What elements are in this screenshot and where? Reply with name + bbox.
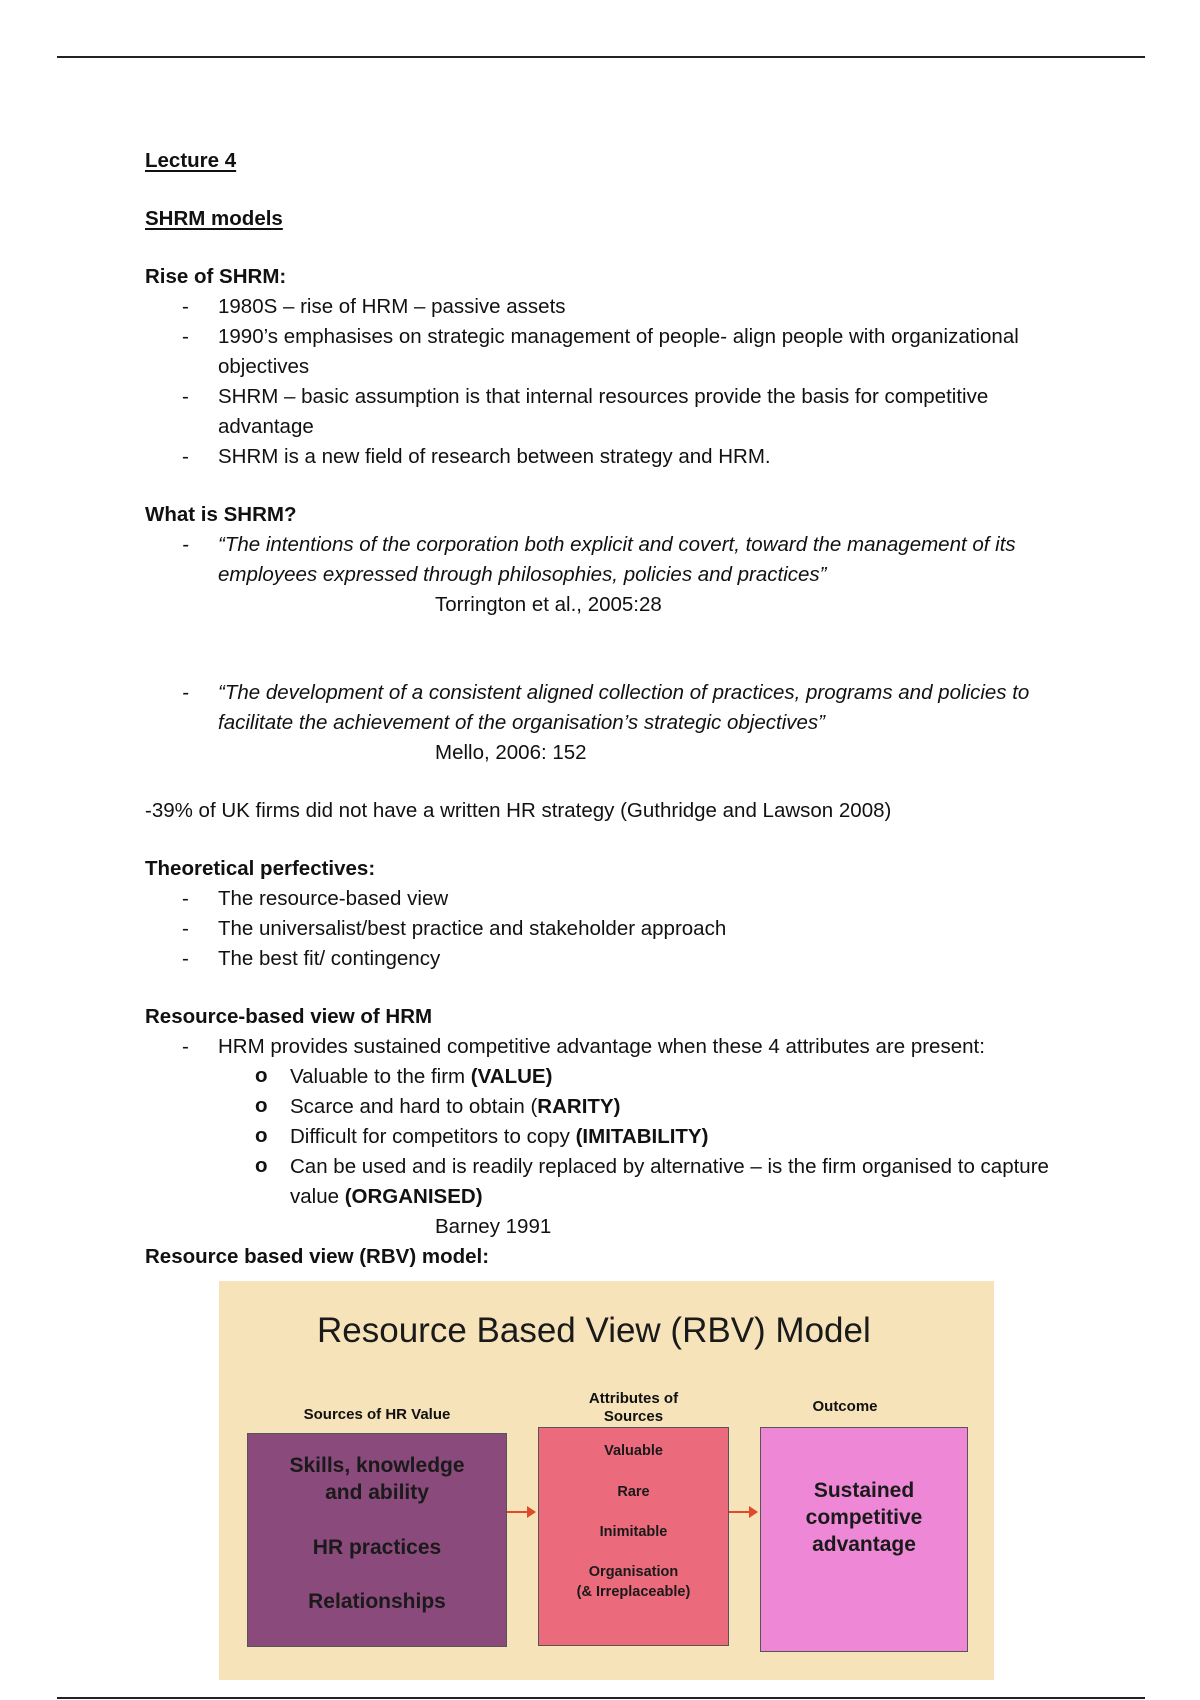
attribute-list — [145, 1062, 1065, 1212]
rbv-heading: Resource-based view of HRM — [145, 1005, 433, 1028]
arrow-right-icon — [507, 1511, 534, 1513]
attribute-item: o Scarce and hard to obtain (RARITY) — [145, 1092, 1065, 1122]
list-item: - The resource-based view — [145, 884, 1065, 914]
rbv-list — [145, 1032, 1065, 1062]
section-title: SHRM models — [145, 207, 283, 230]
arrow-right-icon — [729, 1511, 756, 1513]
what-list — [145, 530, 1065, 590]
sources-line: Skills, knowledge — [289, 1454, 465, 1477]
rise-list — [145, 292, 1065, 472]
col-label-outcome: Outcome — [812, 1398, 878, 1415]
sources-box — [247, 1433, 507, 1647]
citation-mello: Mello, 2006: 152 — [435, 741, 587, 764]
diagram-title: Resource Based View (RBV) Model — [317, 1311, 871, 1350]
stat-line: -39% of UK firms did not have a written HR strategy (Guthridge and Lawson 2008) — [145, 799, 892, 822]
sources-line: and ability — [325, 1481, 429, 1504]
attribute-label: Valuable — [604, 1443, 663, 1459]
rbv-intro: - HRM provides sustained competitive advantage when these 4 attributes are present: — [145, 1032, 1065, 1062]
what-list-2 — [145, 678, 1065, 738]
outcome-text: Sustained competitive advantage — [805, 1479, 923, 1556]
model-heading: Resource based view (RBV) model: — [145, 1245, 490, 1268]
list-item: - The best fit/ contingency — [145, 944, 1065, 974]
list-item: - The universalist/best practice and stakeholder approach — [145, 914, 1065, 944]
sources-line: Relationships — [308, 1590, 446, 1613]
quote-mello: - “The development of a consistent aligned collection of practices, programs and policies to facilitate the achievement of the organisation’s strategic objectives” — [145, 678, 1065, 738]
theory-heading: Theoretical perfectives: — [145, 857, 376, 880]
attribute-item: o Valuable to the firm (VALUE) — [145, 1062, 1065, 1092]
attribute-label: Rare — [617, 1484, 650, 1500]
lecture-title: Lecture 4 — [145, 149, 237, 172]
col-label-sources: Sources of HR Value — [303, 1406, 451, 1423]
what-heading: What is SHRM? — [145, 503, 297, 526]
header-rule — [57, 56, 1145, 58]
quote-torrington: - “The intentions of the corporation both explicit and covert, toward the management of its employees expressed through philosophies, policies and practices” — [145, 530, 1065, 590]
citation-barney: Barney 1991 — [435, 1215, 552, 1238]
attribute-label: (& Irreplaceable) — [576, 1584, 691, 1600]
attribute-item: o Can be used and is readily replaced by alternative – is the firm organised to capture value (ORGANISED) — [145, 1152, 1065, 1212]
rbv-diagram — [219, 1281, 994, 1680]
sources-line: HR practices — [312, 1536, 442, 1559]
list-item: - 1990’s emphasises on strategic management of people- align people with organizational objectives — [145, 322, 1065, 382]
list-item: - SHRM is a new field of research between strategy and HRM. — [145, 442, 1065, 472]
attributes-box — [538, 1427, 729, 1646]
list-item: - SHRM – basic assumption is that internal resources provide the basis for competitive advantage — [145, 382, 1065, 442]
theory-list — [145, 884, 1065, 974]
footer-rule — [57, 1697, 1145, 1699]
list-item: - 1980S – rise of HRM – passive assets — [145, 292, 1065, 322]
attribute-label: Organisation — [588, 1564, 679, 1580]
citation-torrington: Torrington et al., 2005:28 — [435, 593, 662, 616]
attribute-label: Inimitable — [599, 1524, 668, 1540]
document-body — [145, 146, 1065, 1272]
attribute-item: o Difficult for competitors to copy (IMITABILITY) — [145, 1122, 1065, 1152]
outcome-box — [760, 1427, 968, 1652]
rise-heading: Rise of SHRM: — [145, 265, 287, 288]
col-label-attributes: Attributes of Sources — [588, 1390, 679, 1425]
